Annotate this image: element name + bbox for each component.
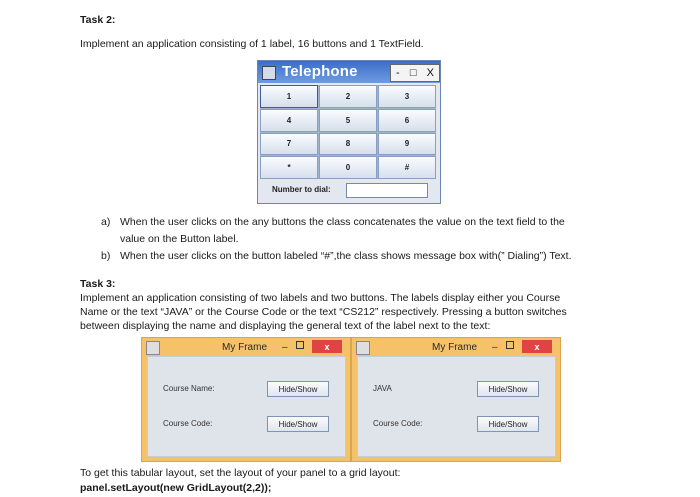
task3-description-line3: between displaying the name and displaying the general text of the label next to the text: — [80, 320, 491, 332]
java-cup-icon — [262, 66, 276, 80]
key-7-button[interactable]: 7 — [260, 133, 318, 156]
key-star-button[interactable]: * — [260, 156, 318, 179]
maximize-icon[interactable] — [296, 341, 304, 349]
key-0-button[interactable]: 0 — [319, 156, 377, 179]
key-8-button[interactable]: 8 — [319, 133, 377, 156]
task3-description-line1: Implement an application consisting of two labels and two buttons. The labels display either you Course — [80, 292, 561, 304]
minimize-icon[interactable]: - — [396, 67, 400, 79]
course-name-label: JAVA — [373, 384, 392, 393]
minimize-icon[interactable]: – — [492, 342, 498, 353]
item-a-line2: value on the Button label. — [120, 233, 239, 245]
item-a-marker: a) — [101, 216, 111, 228]
task3-description-line2: Name or the text “JAVA” or the Course Code or the text “CS212” respectively. Pressing a button switches — [80, 306, 567, 318]
footer-code-line: panel.setLayout(new GridLayout(2,2)); — [80, 482, 272, 494]
maximize-icon[interactable]: □ — [409, 67, 417, 79]
telephone-window — [257, 60, 441, 204]
frame-title: My Frame — [432, 342, 477, 353]
keypad-grid — [260, 85, 436, 179]
key-5-button[interactable]: 5 — [319, 109, 377, 132]
course-code-label: Course Code: — [163, 419, 213, 428]
dial-input[interactable] — [346, 183, 428, 198]
frame-title: My Frame — [222, 342, 267, 353]
frame-content-panel — [147, 356, 346, 457]
close-button[interactable]: x — [312, 340, 342, 353]
my-frame-window-2 — [351, 337, 561, 462]
my-frame-window-1 — [141, 337, 351, 462]
window-controls — [390, 64, 440, 82]
task3-heading: Task 3: — [80, 278, 116, 290]
frame-content-panel — [357, 356, 556, 457]
telephone-title: Telephone — [282, 63, 358, 80]
key-2-button[interactable]: 2 — [319, 85, 377, 108]
dial-label: Number to dial: — [272, 185, 331, 194]
key-9-button[interactable]: 9 — [378, 133, 436, 156]
task2-heading: Task 2: — [80, 14, 116, 26]
key-1-button[interactable]: 1 — [260, 85, 318, 108]
course-name-label: Course Name: — [163, 384, 215, 393]
key-4-button[interactable]: 4 — [260, 109, 318, 132]
item-a-line1: When the user clicks on the any buttons the class concatenates the value on the text field to the — [120, 216, 565, 228]
task2-description: Implement an application consisting of 1 label, 16 buttons and 1 TextField. — [80, 38, 424, 50]
java-cup-icon — [356, 341, 370, 355]
hide-show-button[interactable]: Hide/Show — [477, 416, 539, 432]
hide-show-button[interactable]: Hide/Show — [267, 381, 329, 397]
close-button[interactable]: x — [522, 340, 552, 353]
footer-line1: To get this tabular layout, set the layout of your panel to a grid layout: — [80, 467, 401, 479]
hide-show-button[interactable]: Hide/Show — [477, 381, 539, 397]
close-icon[interactable]: X — [426, 67, 434, 79]
telephone-title-bar[interactable] — [258, 61, 440, 83]
item-b-marker: b) — [101, 250, 111, 262]
key-6-button[interactable]: 6 — [378, 109, 436, 132]
key-3-button[interactable]: 3 — [378, 85, 436, 108]
maximize-icon[interactable] — [506, 341, 514, 349]
java-cup-icon — [146, 341, 160, 355]
item-b-line1: When the user clicks on the button labeled “#”,the class shows message box with(” Dialing”) Text. — [120, 250, 572, 262]
key-hash-button[interactable]: # — [378, 156, 436, 179]
hide-show-button[interactable]: Hide/Show — [267, 416, 329, 432]
minimize-icon[interactable]: – — [282, 342, 288, 353]
course-code-label: Course Code: — [373, 419, 423, 428]
